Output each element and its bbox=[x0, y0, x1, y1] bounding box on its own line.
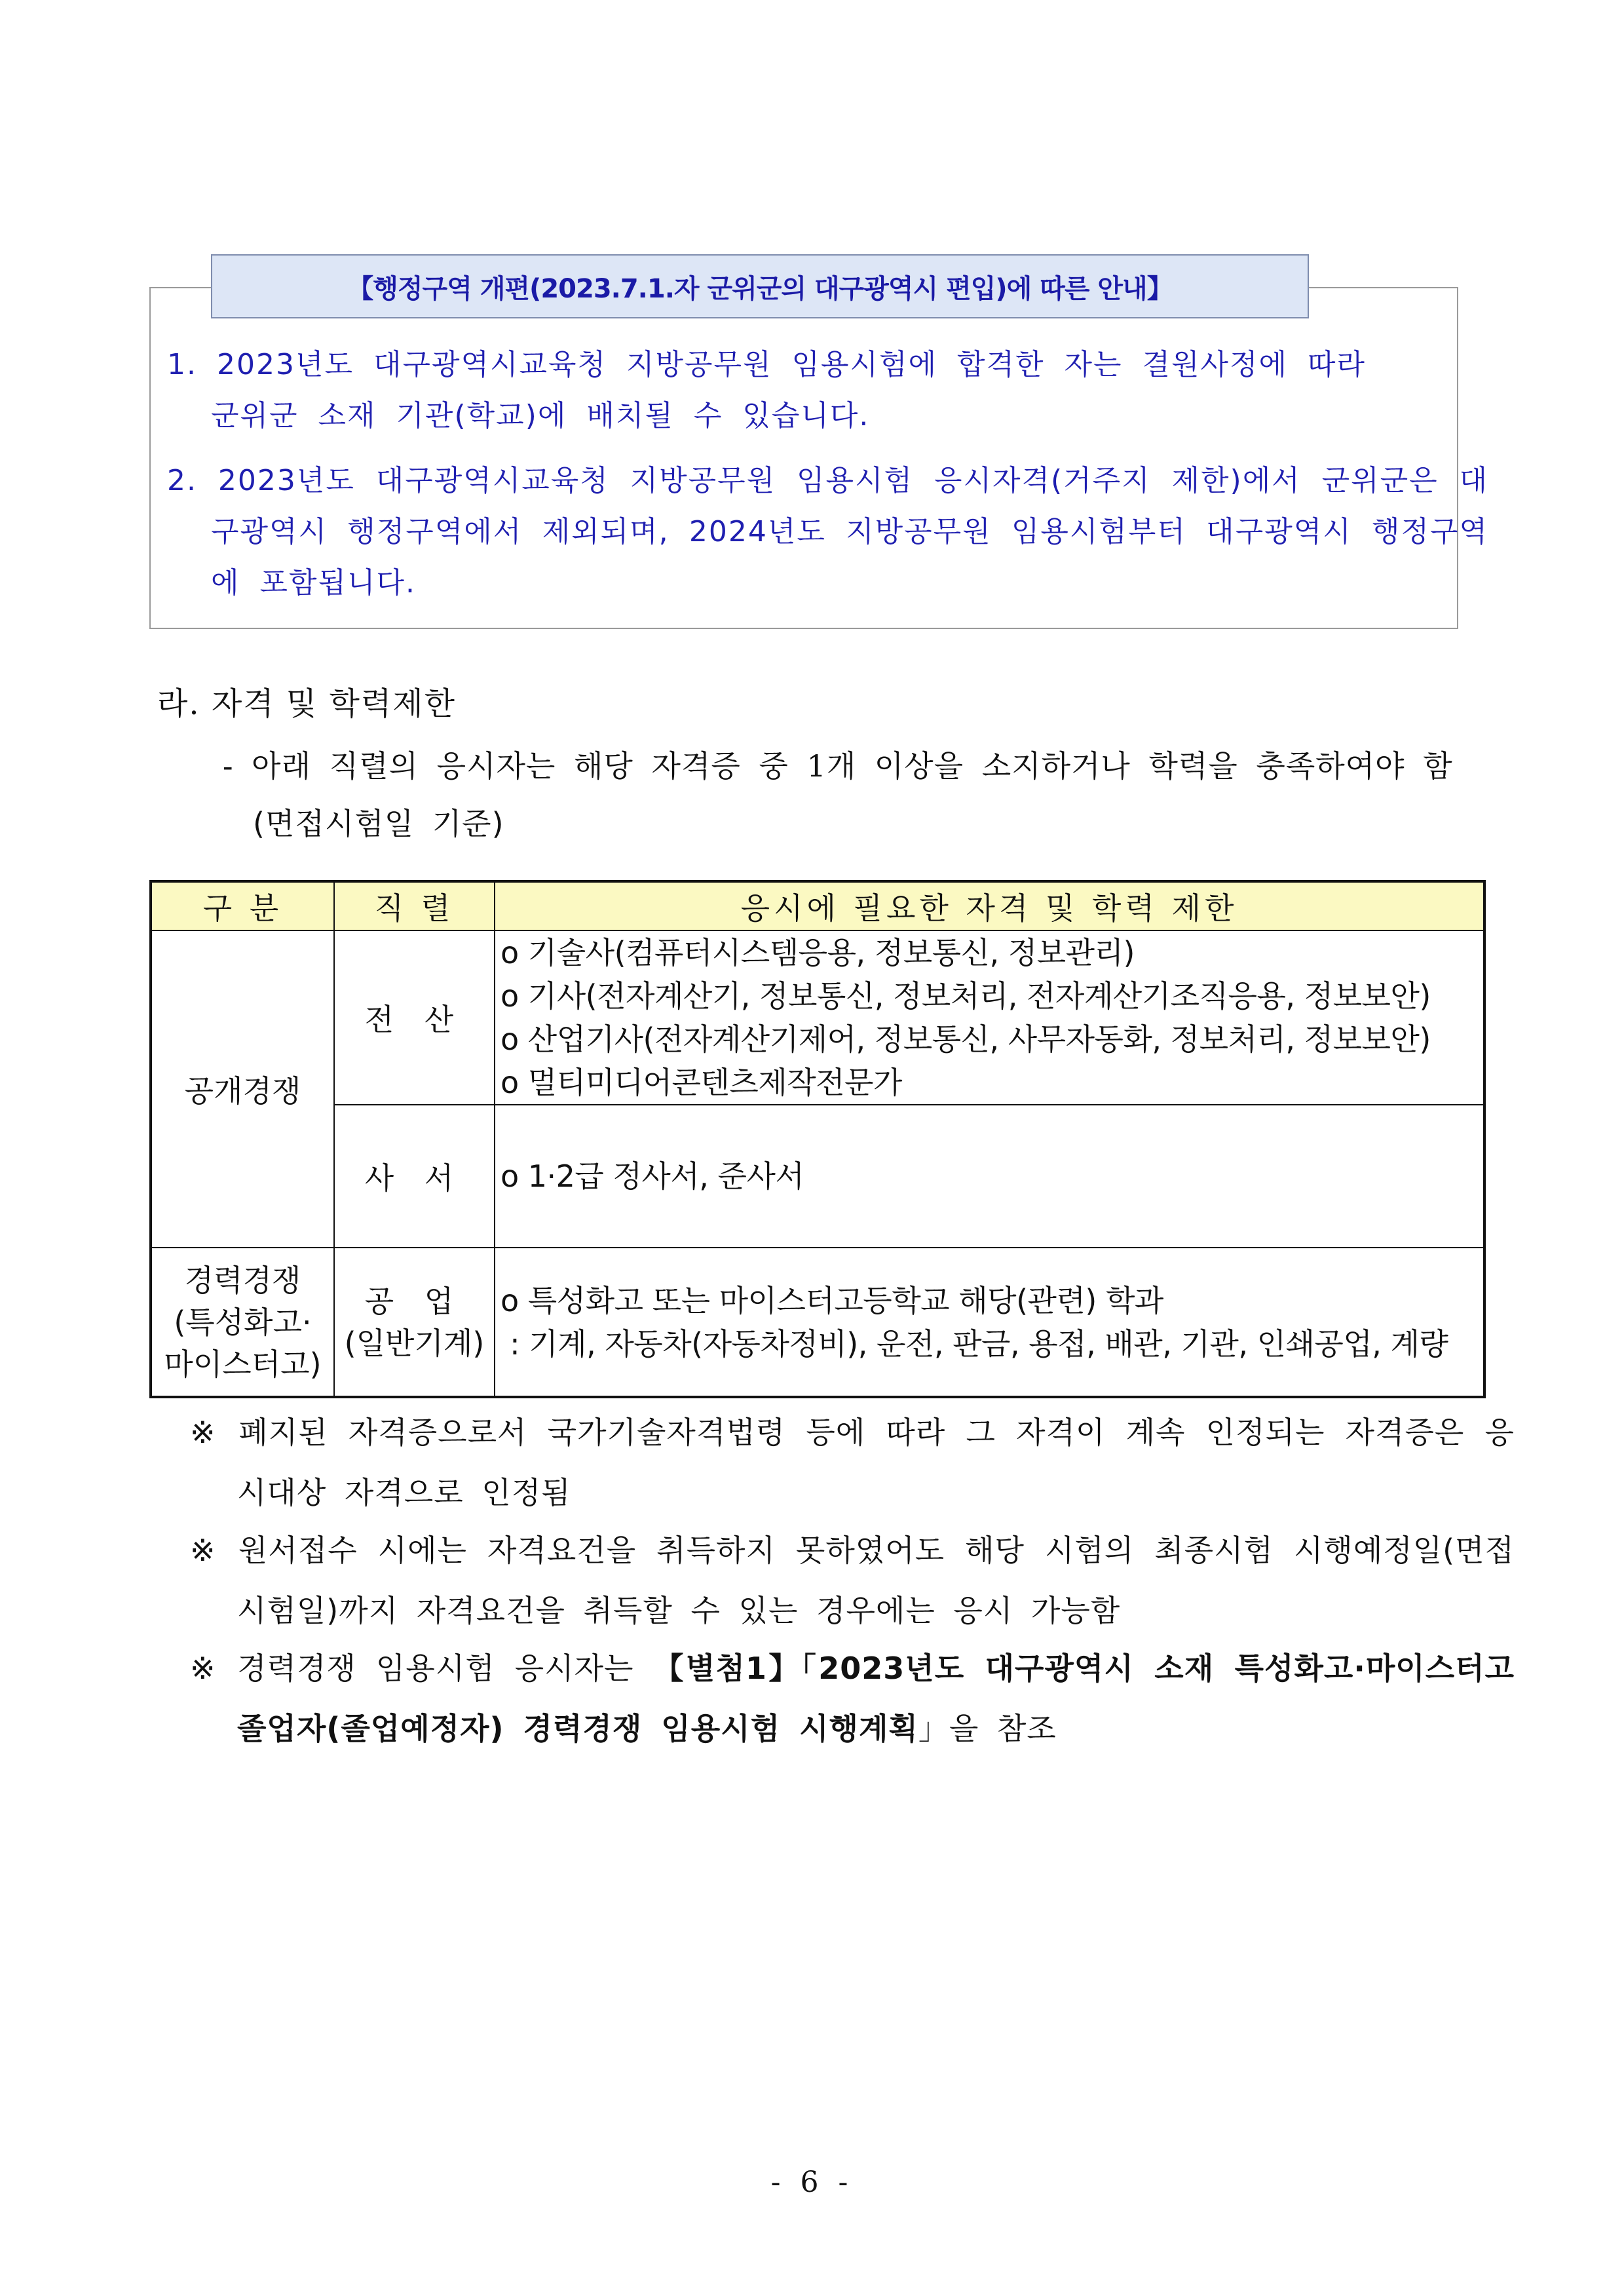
requirement-item: o 특성화고 또는 마이스터고등학교 해당(관련) 학과 bbox=[500, 1282, 1163, 1318]
category-career-line2: (특성화고· bbox=[174, 1304, 312, 1340]
notice-item-1-line1: 1. 2023년도 대구광역시교육청 지방공무원 임용시험에 합격한 자는 결원사정에 따라 bbox=[167, 348, 1366, 381]
requirements-computer bbox=[495, 930, 1484, 1105]
category-open: 공개경쟁 bbox=[151, 930, 334, 1248]
table-row bbox=[151, 1248, 1484, 1397]
category-career-line3: 마이스터고) bbox=[164, 1346, 322, 1382]
requirement-item: : 기계, 자동차(자동차정비), 운전, 판금, 용접, 배관, 기관, 인쇄공업, 계량 bbox=[500, 1326, 1448, 1362]
note-3-reference: 【별첨1】「2023년도 대구광역시 소재 특성화고·마이스터고 졸업자(졸업예정자) 경력경쟁 임용시험 시행계획 bbox=[237, 1651, 1515, 1746]
note-2: ※ 원서접수 시에는 자격요건을 취득하지 못하였어도 해당 시험의 최종시험 시행예정일(면접시험일)까지 자격요건을 취득할 수 있는 경우에는 응시 가능함 bbox=[190, 1533, 1515, 1628]
note-3-prefix: ※ 경력경쟁 임용시험 응시자는 bbox=[190, 1651, 654, 1686]
header-series: 직 렬 bbox=[334, 881, 495, 930]
series-computer: 전 산 bbox=[334, 930, 495, 1105]
requirement-item: o 기사(전자계산기, 정보통신, 정보처리, 전자계산기조직응용, 정보보안) bbox=[500, 978, 1431, 1014]
requirement-item: o 멀티미디어콘텐츠제작전문가 bbox=[500, 1065, 902, 1100]
note-1: ※ 폐지된 자격증으로서 국가기술자격법령 등에 따라 그 자격이 계속 인정되는 자격증은 응시대상 자격으로 인정됨 bbox=[190, 1415, 1515, 1510]
category-career-line1: 경력경쟁 bbox=[184, 1262, 301, 1298]
section-heading: 라. 자격 및 학력제한 bbox=[157, 685, 456, 722]
table-header-row bbox=[151, 881, 1484, 930]
qualification-table bbox=[149, 880, 1486, 1398]
section-description bbox=[223, 737, 1464, 852]
requirement-item: o 산업기사(전자계산기제어, 정보통신, 사무자동화, 정보처리, 정보보안) bbox=[500, 1022, 1431, 1057]
notice-item-1-line2: 군위군 소재 기관(학교)에 배치될 수 있습니다. bbox=[211, 399, 870, 432]
notice-item-1 bbox=[167, 339, 1445, 442]
table-row bbox=[151, 1105, 1484, 1248]
series-industry bbox=[334, 1248, 495, 1397]
header-requirements: 응시에 필요한 자격 및 학력 제한 bbox=[495, 881, 1484, 930]
page-number: - 6 - bbox=[770, 2166, 854, 2199]
series-industry-line2: (일반기계) bbox=[344, 1325, 485, 1361]
requirement-item: o 기술사(컴퓨터시스템응용, 정보통신, 정보관리) bbox=[500, 935, 1135, 970]
category-career bbox=[151, 1248, 334, 1397]
notice-title: 【행정구역 개편(2023.7.1.자 군위군의 대구광역시 편입)에 따른 안내】 bbox=[211, 254, 1309, 318]
series-industry-line1: 공 업 bbox=[364, 1283, 464, 1319]
note-3-suffix: 」을 참조 bbox=[918, 1711, 1057, 1746]
series-librarian: 사 서 bbox=[334, 1105, 495, 1248]
description-line2: (면접시험일 기준) bbox=[253, 806, 504, 841]
notice-item-2: 2. 2023년도 대구광역시교육청 지방공무원 임용시험 응시자격(거주지 제한)에서 군위군은 대구광역시 행정구역에서 제외되며, 2024년도 지방공무원 임용시험부터 대구광역시 행정구역에 포함됩니다. bbox=[167, 464, 1488, 600]
header-category: 구 분 bbox=[151, 881, 334, 930]
requirements-industry bbox=[495, 1248, 1484, 1397]
requirement-item: o 1·2급 정사서, 준사서 bbox=[500, 1158, 804, 1194]
table-row bbox=[151, 930, 1484, 1105]
requirements-librarian bbox=[495, 1105, 1484, 1248]
description-line1: - 아래 직렬의 응시자는 해당 자격증 중 1개 이상을 소지하거나 학력을 충족하여야 함 bbox=[223, 748, 1453, 784]
note-3 bbox=[190, 1638, 1515, 1759]
